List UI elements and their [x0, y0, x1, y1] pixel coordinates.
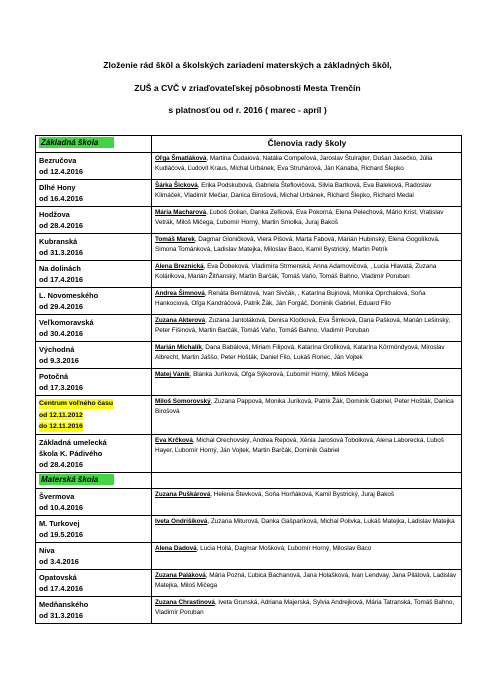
- table-row: [36, 342, 462, 369]
- member-list: , Iveta Grunská, Adriana Majerská, Sylvia Andrejková, Mária Tatranská, Tomáš Bahno, Vladimír Poruban: [155, 598, 455, 616]
- school-name: [39, 397, 149, 409]
- valid-from-date: od 19.5.2016: [39, 529, 83, 539]
- members-cell: [152, 180, 462, 207]
- valid-from-date: od 31.3.2016: [39, 610, 83, 620]
- valid-from-date: od 29.4.2016: [39, 302, 83, 311]
- table-row: [36, 288, 462, 315]
- chairperson-name: Marián Michalík: [155, 344, 202, 351]
- members-cell: [152, 369, 462, 396]
- school-name: Na dolinách: [39, 264, 81, 273]
- section-header-cell: [36, 136, 152, 153]
- school-name-cell: [36, 369, 152, 396]
- highlighted-text: od 12.11.2012: [39, 411, 83, 419]
- school-name-cell: [36, 342, 152, 369]
- members-cell: [152, 569, 462, 596]
- school-name-cell: [36, 515, 152, 542]
- table-row: [36, 180, 462, 207]
- table-row: [36, 515, 462, 542]
- members-cell: [152, 234, 462, 261]
- document-title-line-2: ZUŠ a CVČ v zriaďovateľskej pôsobnosti Mesta Trenčín: [134, 83, 361, 93]
- members-cell: [152, 542, 462, 569]
- document-title-line-1: Zloženie rád škôl a školských zariadení materských a základných škôl,: [103, 60, 392, 70]
- school-name-cell: [36, 261, 152, 288]
- member-list: , Zuzana Miturová, Danka Gašparíková, Michal Polivka, Lukáš Matejka, Ladislav Matejka: [207, 517, 455, 525]
- member-list: , Eva Ďobeková, Vladimíra Strmenská, Anna Adamovičová, , Lucia Hlavatá, Zuzana Kolárikova, Marián Žitňanský, Martin Barčák, Tomáš Vaňo, Tomáš Bahno, Vladimír Poruban: [155, 263, 437, 280]
- school-name-cell: [36, 396, 152, 435]
- school-name: Hodžova: [39, 210, 70, 219]
- table-row: [36, 207, 462, 234]
- school-name: L. Novomeského: [39, 291, 99, 300]
- school-name-cell: [36, 488, 152, 515]
- member-list: , Erika Podskubová, Gabriela Šteflovičová, Silvia Bartková, Eva Baleková, Radoslav Klimáček, Vladimír Mečiar, Danica Birošová, Michal Urbánek, Richard Šlepko, Richard Medal: [155, 182, 432, 199]
- chairperson-name: Miloš Somorovský: [155, 398, 211, 405]
- section-label-zakladna-skola: Základná škola: [39, 137, 114, 148]
- school-name: Opatovská: [39, 572, 77, 582]
- members-cell: [152, 288, 462, 315]
- members-cell: [152, 396, 462, 435]
- school-name-cell: [36, 542, 152, 569]
- valid-from-date: od 12.4.2016: [39, 167, 83, 176]
- valid-from-date: od 10.4.2016: [39, 502, 83, 512]
- member-list: , Martina Čudaiová, Natália Compeľová, Jaroslav Štulrajter, Dušan Jasečko, Júlia Kudláčová, Ľudovít Kraus, Michal Urbánek, Eva Struhárová, Ján Kanaba, Richard Šlepko: [155, 155, 433, 172]
- chairperson-name: Zuzana Chrastinová: [155, 598, 215, 606]
- chairperson-name: Zuzana Paláková: [155, 571, 206, 579]
- school-name: Bezručova: [39, 156, 77, 165]
- school-name-cell: [36, 315, 152, 342]
- chairperson-name: Oľga Šmatláková: [155, 155, 207, 162]
- member-list: , Dagmar Gloničková, Viera Pišová, Marta Fabová, Marián Hubinský, Elena Gogolíková, Simona Tománková, Ladislav Matejka, Miloslav Baco, Kamil Bystrický, Martin Petrík: [155, 236, 440, 253]
- chairperson-name: Eva Krčková: [155, 436, 193, 444]
- highlighted-text: Centrum voľného času: [39, 400, 113, 407]
- chairperson-name: Alena Dadová: [155, 544, 197, 552]
- school-name-cell: [36, 434, 152, 472]
- school-name: škola K. Pádivého: [39, 448, 103, 458]
- section-row: [36, 472, 462, 488]
- school-name: Východná: [39, 345, 75, 354]
- school-name-cell: [36, 180, 152, 207]
- table-row: [36, 261, 462, 288]
- member-list: , Zuzana Pappová, Monika Juríková, Patrik Žák, Dominik Gabriel, Peter Hošták, Danica Birošová: [155, 398, 454, 415]
- members-cell: [152, 515, 462, 542]
- chairperson-name: Šárka Šicková: [155, 182, 198, 189]
- valid-from-date: od 28.4.2016: [39, 221, 83, 230]
- valid-from-date: od 30.4.2016: [39, 329, 83, 338]
- school-name: Niva: [39, 545, 55, 555]
- members-cell: [152, 596, 462, 623]
- chairperson-name: Iveta Ondrišíková: [155, 517, 208, 525]
- section-header-cell: [36, 472, 152, 488]
- member-list: , Zuzana Jantoláková, Denisa Kločková, Eva Šimková, Dana Pašková, Marián Lešinský, Peter Fišinová, Martin Barčák, Tomáš Vaňo, Tomáš Bahno, Vladimír Poruban: [155, 317, 451, 334]
- valid-from-date: od 31.3.2016: [39, 248, 83, 257]
- valid-from-date: od 28.4.2016: [39, 459, 83, 469]
- school-name-cell: [36, 569, 152, 596]
- chairperson-name: Mária Macharová: [155, 209, 207, 216]
- valid-from-date: od 17.3.2016: [39, 383, 83, 392]
- member-list: , Dana Babálová, Miriam Filipová, Katarína Grofiková, Katarína Körmöndyová, Miroslav Albrecht, Martin Jaššo, Peter Hošták, Daniel Filo, Lukáš Ronec, Ján Vojtek: [155, 344, 445, 361]
- table-row: [36, 569, 462, 596]
- table-row: [36, 596, 462, 623]
- member-list: , Lucia Hollá, Dagmar Mošková, Ľubomír Horný, Miloslav Baco: [196, 544, 372, 552]
- table-row: [36, 369, 462, 396]
- valid-date: [39, 409, 149, 421]
- school-name-cell: [36, 288, 152, 315]
- table-row: [36, 396, 462, 435]
- school-name: Dlhé Hony: [39, 183, 76, 192]
- highlighted-text: do 12.11.2016: [39, 423, 83, 430]
- table-row: [36, 542, 462, 569]
- school-name: Veľkomoravská: [39, 318, 94, 327]
- members-cell: [152, 261, 462, 288]
- members-cell: [152, 488, 462, 515]
- school-name: Švermova: [39, 491, 75, 501]
- valid-from-date: od 9.3.2016: [39, 356, 79, 365]
- chairperson-name: Tomáš Marek: [155, 236, 195, 243]
- school-name: Kubranská: [39, 237, 78, 246]
- valid-from-date: od 3.4.2016: [39, 556, 79, 566]
- members-cell: [152, 315, 462, 342]
- table-row: [36, 153, 462, 180]
- members-cell: [152, 207, 462, 234]
- school-name-cell: [36, 153, 152, 180]
- members-column-header: Členovia rady školy: [152, 136, 462, 153]
- valid-from-date: od 17.4.2016: [39, 583, 83, 593]
- table-row: [36, 234, 462, 261]
- member-list: , Ľuboš Golian, Danka Zeľková, Eva Pokorná, Elena Pelechová, Mário Krist, Vratislav Vetrák, Miloš Mičega, Ľubomír Horný, Martin Smolka, Juraj Bakoš: [155, 209, 444, 226]
- chairperson-name: Zuzana Akterová: [155, 317, 206, 324]
- member-list: , Renáta Bernátová, Ivan Sivčák, , Katarína Bujnová, Monika Oprchalová, Soňa Hankociová, Oľga Kandráčová, Patrik Žák, Ján Forgáč, Dominik Gabriel, Eduard Filo: [155, 290, 426, 307]
- members-cell: [152, 434, 462, 472]
- school-name-cell: [36, 234, 152, 261]
- members-cell: [152, 342, 462, 369]
- valid-from-date: od 16.4.2016: [39, 194, 83, 203]
- member-list: , Helena Števková, Soňa Horňáková, Kamil Bystrický, Juraj Bakoš: [210, 490, 395, 498]
- valid-date: [39, 420, 149, 432]
- school-name: Základná umelecká: [39, 437, 107, 447]
- school-name: M. Turkovej: [39, 518, 80, 528]
- table-row: [36, 488, 462, 515]
- chairperson-name: Alena Breznická: [155, 263, 204, 270]
- document-title-line-3: s platnosťou od r. 2016 ( marec - apríl ): [168, 105, 327, 115]
- school-name-cell: [36, 207, 152, 234]
- school-name: Potočná: [39, 372, 69, 381]
- table-row: [36, 315, 462, 342]
- school-boards-table: [35, 135, 462, 624]
- member-list: , Blanka Juríková, Oľga Sýkorová, Ľubomír Horný, Miloš Mičega: [189, 371, 369, 378]
- chairperson-name: Andrea Šimnová: [155, 290, 205, 297]
- school-name-cell: [36, 596, 152, 623]
- chairperson-name: Matej Vánik: [155, 371, 190, 378]
- valid-from-date: od 17.4.2016: [39, 275, 83, 284]
- member-list: , Mária Pozná, Ľubica Bachanová, Jana Holašková, Ivan Lendvay, Jana Pilátová, Ladislav Matejka, Miloš Mičega: [155, 571, 457, 589]
- section-label-materska-skola: Materská škola: [39, 474, 114, 485]
- member-list: , Michal Orechovský, Andrea Repová, Xénia Jarošová Tobolková, Alena Laborecká, Ľuboš Hayer, Ľubomír Horný, Ján Vojtek, Martin Barčák, Dominik Gabriel: [155, 436, 444, 454]
- table-header-row: [36, 136, 462, 153]
- table-body: [36, 136, 462, 624]
- chairperson-name: Zuzana Puškárová: [155, 490, 211, 498]
- members-cell: [152, 153, 462, 180]
- school-name: Medňanského: [39, 599, 89, 609]
- table-row: [36, 434, 462, 472]
- empty-cell: [152, 472, 462, 488]
